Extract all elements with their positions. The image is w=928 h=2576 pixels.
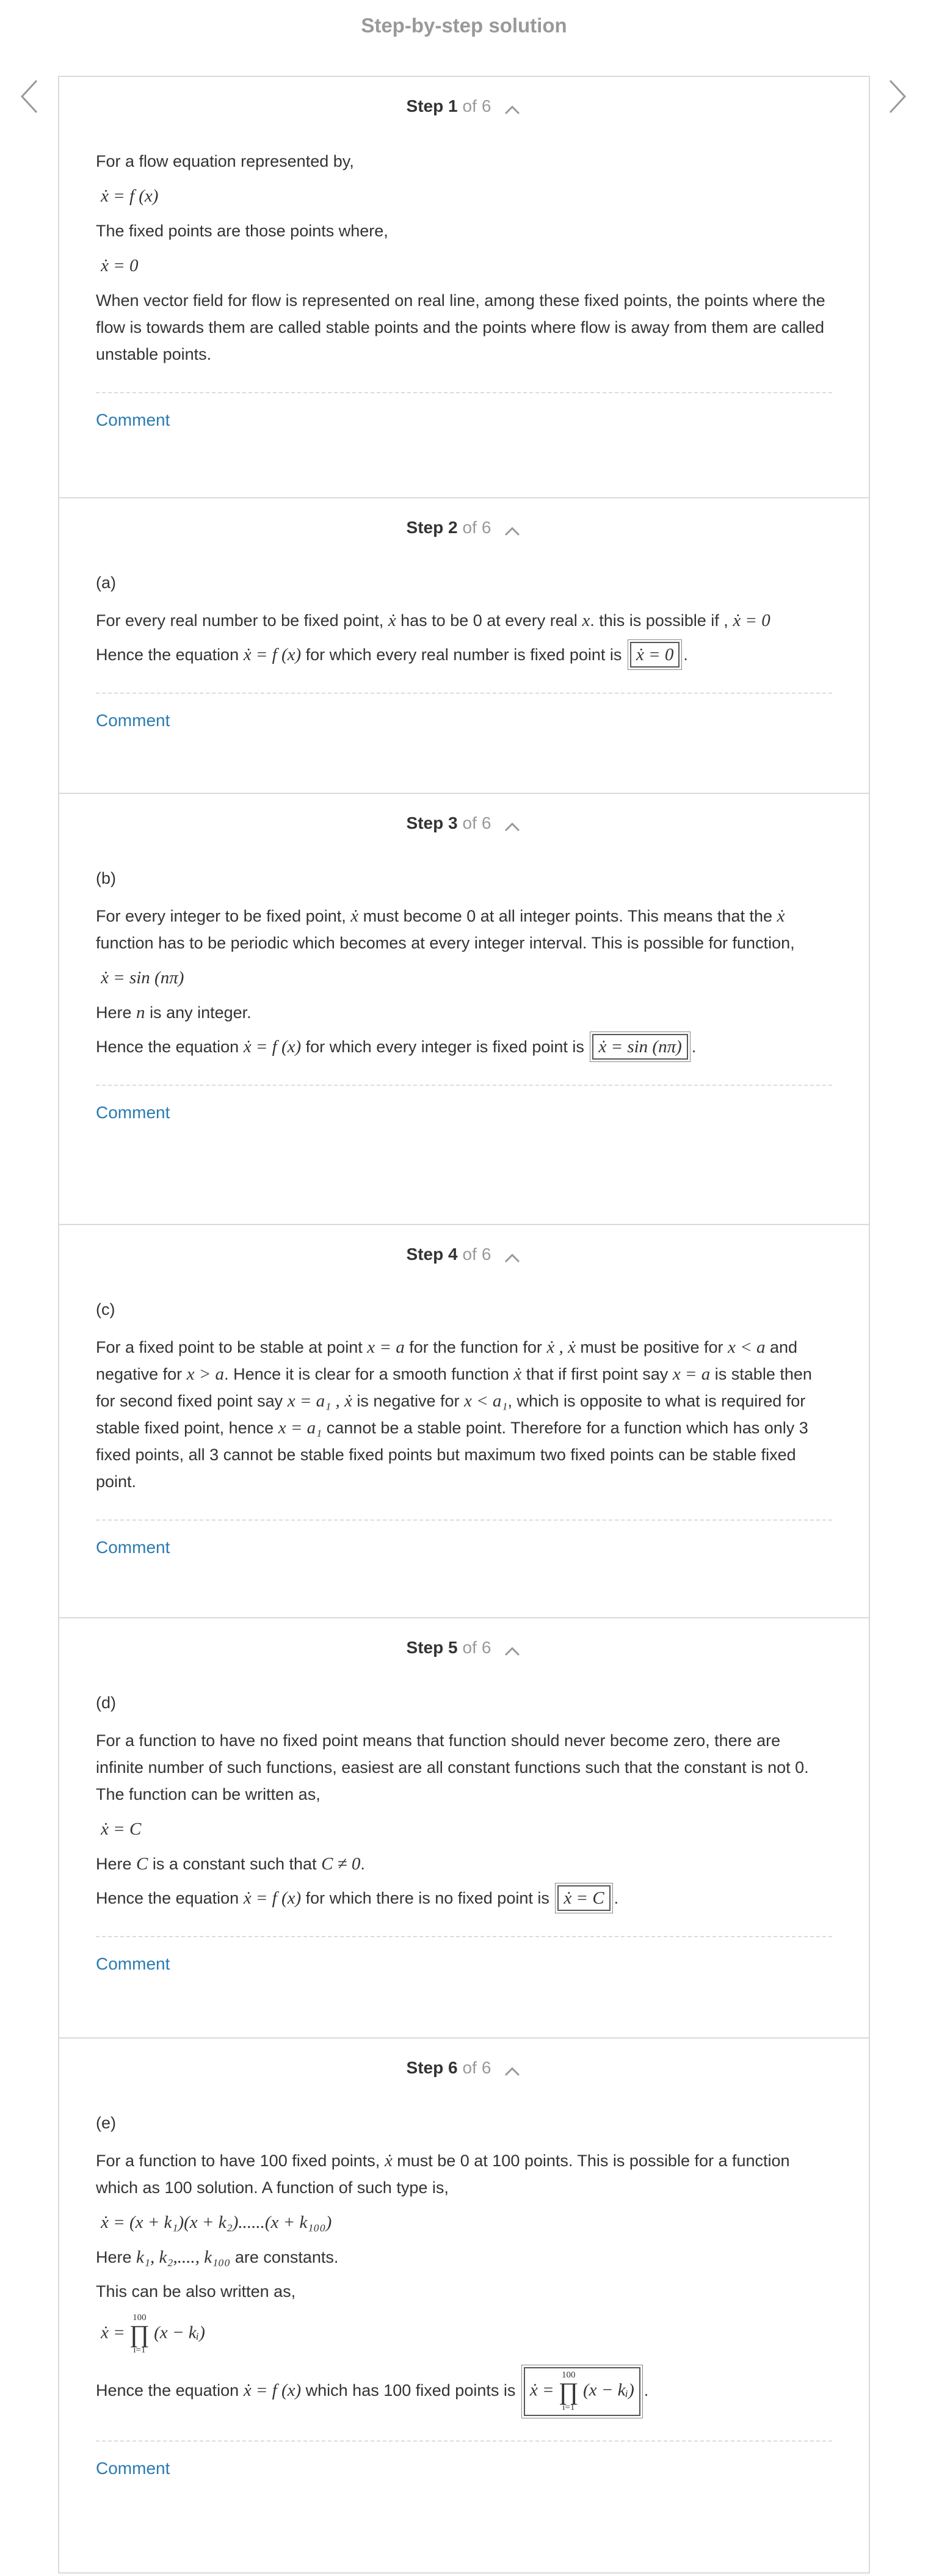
- text: Hence the equation: [96, 646, 239, 664]
- step-text: [96, 1885, 832, 1912]
- equation: ẋ = f (x): [101, 186, 159, 206]
- math: k₁, k₂,...., k₁₀₀: [136, 2247, 231, 2267]
- step-text: [96, 1033, 832, 1060]
- divider: [96, 2440, 832, 2442]
- text: , which is opposite to what is required for stable fixed point, hence: [96, 1392, 806, 1437]
- text: . this is possible if ,: [590, 611, 728, 630]
- boxed-answer: ẋ = 0: [630, 642, 680, 668]
- boxed-answer: ẋ = C: [557, 1885, 610, 1911]
- part-label: (e): [96, 2114, 116, 2132]
- text: is negative for: [357, 1392, 460, 1410]
- divider: [96, 1085, 832, 1086]
- math: ẋ =: [529, 2380, 554, 2400]
- step-label: Step 5: [406, 1638, 458, 1657]
- chevron-left-icon[interactable]: [18, 78, 40, 115]
- text: .: [683, 646, 688, 664]
- math: x = a: [367, 1337, 405, 1357]
- comment-link[interactable]: Comment: [96, 711, 170, 730]
- step-text: The fixed points are those points where,: [96, 222, 388, 240]
- step-label: Step 6: [406, 2058, 458, 2077]
- step-body: [59, 2095, 869, 2480]
- step-label: Step 2: [406, 518, 458, 537]
- chevron-up-icon[interactable]: [503, 1642, 521, 1654]
- product-symbol: [559, 2371, 579, 2412]
- step-total: 6: [481, 1638, 491, 1657]
- text: is a constant such that: [152, 1855, 317, 1873]
- text: function has to be periodic which becomes at every integer interval. This is possible for function,: [96, 934, 795, 952]
- math: ẋ: [350, 906, 359, 926]
- step-text: [96, 903, 832, 956]
- boxed-answer: [524, 2367, 640, 2416]
- step-total: 6: [481, 96, 491, 115]
- text: for which every integer is fixed point is: [305, 1038, 584, 1056]
- step-label: Step 3: [406, 813, 458, 832]
- step-label: Step 1: [406, 96, 458, 115]
- step-body: [59, 133, 869, 431]
- math: x: [582, 611, 590, 630]
- boxed-answer: ẋ = sin (nπ): [592, 1034, 687, 1060]
- step-text: [96, 2244, 832, 2271]
- math: C ≠ 0: [321, 1854, 361, 1874]
- text: .: [691, 1038, 697, 1056]
- text: For every real number to be fixed point,: [96, 611, 384, 630]
- step-text: For a function to have no fixed point means that function should never become zero, there are infinite number of such functions, easiest are all constant functions such that the constant is not 0. The function can be written as,: [96, 1731, 809, 1803]
- chevron-up-icon[interactable]: [503, 100, 521, 112]
- step-label: Step 4: [406, 1245, 458, 1264]
- step-header[interactable]: [59, 1618, 869, 1675]
- step-text: [96, 607, 832, 634]
- equation: ẋ = (x + k₁)(x + k₂)......(x + k₁₀₀): [101, 2213, 332, 2232]
- equation: ẋ = 0: [101, 256, 139, 275]
- product-sign: ∏: [558, 2378, 579, 2405]
- math: ẋ: [777, 906, 785, 926]
- math: x = a: [672, 1364, 711, 1384]
- chevron-right-icon[interactable]: [886, 78, 908, 115]
- product-lower: i=1: [133, 2345, 146, 2355]
- part-label: (c): [96, 1300, 115, 1319]
- math: x < a₁: [463, 1391, 508, 1411]
- text: For every integer to be fixed point,: [96, 907, 346, 925]
- text: has to be 0 at every real: [401, 611, 578, 630]
- math: C: [136, 1854, 148, 1874]
- step-text: This can be also written as,: [96, 2282, 296, 2301]
- step-header[interactable]: [59, 77, 869, 133]
- step-5: [59, 1618, 869, 2039]
- math: ẋ = f (x): [243, 645, 302, 664]
- text: Hence the equation: [96, 1889, 239, 1907]
- step-header[interactable]: [59, 1225, 869, 1281]
- comment-link[interactable]: Comment: [96, 1538, 170, 1557]
- step-header[interactable]: [59, 2039, 869, 2095]
- text: for which there is no fixed point is: [305, 1889, 549, 1907]
- product-upper: 100: [132, 2313, 147, 2323]
- text: For a function to have 100 fixed points,: [96, 2152, 380, 2170]
- math: (x − kᵢ): [154, 2323, 205, 2343]
- text: Here: [96, 1003, 132, 1022]
- step-3: [59, 794, 869, 1225]
- text: is any integer.: [150, 1003, 252, 1022]
- text: for which every real number is fixed point is: [305, 646, 622, 664]
- equation: [101, 2313, 832, 2355]
- product-upper: 100: [562, 2370, 576, 2380]
- product-lower: i=1: [562, 2403, 575, 2412]
- math: ẋ = 0: [733, 611, 770, 630]
- math: ẋ: [388, 611, 396, 630]
- steps-container: [58, 76, 870, 2574]
- math: ẋ = f (x): [243, 2381, 302, 2401]
- step-of: of: [462, 1638, 477, 1657]
- chevron-up-icon[interactable]: [503, 522, 521, 534]
- divider: [96, 693, 832, 694]
- step-1: [59, 77, 869, 498]
- step-total: 6: [481, 518, 491, 537]
- divider: [96, 392, 832, 393]
- step-text: [96, 1334, 832, 1495]
- comment-link[interactable]: Comment: [96, 2459, 170, 2478]
- text: must be positive for: [580, 1338, 723, 1356]
- step-4: [59, 1225, 869, 1618]
- page-title: Step-by-step solution: [361, 14, 567, 37]
- chevron-up-icon[interactable]: [503, 1248, 521, 1261]
- comment-link[interactable]: Comment: [96, 1954, 170, 1973]
- comment-link[interactable]: Comment: [96, 410, 170, 429]
- text: Hence the equation: [96, 2381, 239, 2400]
- math: ẋ =: [101, 2323, 125, 2343]
- math: ẋ , ẋ: [546, 1337, 576, 1357]
- text: Hence the equation: [96, 1038, 239, 1056]
- chevron-up-icon[interactable]: [503, 2062, 521, 2074]
- equation: ẋ = sin (nπ): [101, 968, 184, 988]
- text: Here: [96, 2248, 132, 2266]
- text: are constants.: [234, 2248, 339, 2266]
- text: must be 0 at 100 points. This is possible for a function which as 100 solution. A function of such type is,: [96, 2152, 790, 2197]
- text: for the function for: [409, 1338, 542, 1356]
- math: ẋ: [384, 2151, 393, 2170]
- chevron-up-icon[interactable]: [503, 817, 521, 829]
- text: which has 100 fixed points is: [305, 2381, 516, 2400]
- step-text: [96, 1850, 832, 1877]
- divider: [96, 1519, 832, 1521]
- text: .: [360, 1855, 365, 1873]
- text: . Hence it is clear for a smooth function: [224, 1365, 509, 1383]
- step-text: For a flow equation represented by,: [96, 152, 354, 170]
- step-text: [96, 999, 832, 1026]
- comment-link[interactable]: Comment: [96, 1103, 170, 1122]
- step-of: of: [462, 1245, 477, 1264]
- text: is stable then for second fixed point say: [96, 1365, 812, 1410]
- math: (x − kᵢ): [583, 2380, 634, 2400]
- text: .: [643, 2381, 649, 2400]
- step-total: 6: [481, 2058, 491, 2077]
- math: ẋ = f (x): [243, 1037, 302, 1057]
- step-text: [96, 2147, 832, 2201]
- step-header[interactable]: [59, 794, 869, 850]
- step-body: [59, 850, 869, 1124]
- math: n: [136, 1003, 145, 1022]
- text: .: [614, 1889, 619, 1907]
- step-of: of: [462, 96, 477, 115]
- divider: [96, 1936, 832, 1937]
- math: ẋ: [513, 1364, 522, 1384]
- product-symbol: [129, 2313, 150, 2355]
- step-text: When vector field for flow is represented on real line, among these fixed points, the points where the flow is towards them are called stable points and the points where flow is away from them are called unstable points.: [96, 291, 825, 363]
- step-6: [59, 2039, 869, 2574]
- step-of: of: [462, 518, 477, 537]
- text: that if first point say: [526, 1365, 669, 1383]
- part-label: (b): [96, 869, 116, 887]
- step-text: [96, 2367, 832, 2416]
- equation: ẋ = C: [101, 1819, 142, 1839]
- text: Here: [96, 1855, 132, 1873]
- step-text: [96, 641, 832, 668]
- step-body: [59, 1281, 869, 1559]
- math: x > a: [186, 1364, 225, 1384]
- step-of: of: [462, 2058, 477, 2077]
- step-body: [59, 1675, 869, 1975]
- step-of: of: [462, 813, 477, 832]
- step-2: [59, 498, 869, 794]
- step-total: 6: [481, 813, 491, 832]
- text: must become 0 at all integer points. This means that the: [363, 907, 772, 925]
- part-label: (d): [96, 1694, 116, 1712]
- text: For a fixed point to be stable at point: [96, 1338, 363, 1356]
- math: x = a₁: [278, 1418, 322, 1438]
- math: x = a₁ , ẋ: [287, 1391, 352, 1411]
- text: cannot be a stable point. Therefore for a function which has only 3 fixed points, all 3 cannot be stable fixed points but maximum two fixed points can be stable fixed point.: [96, 1419, 808, 1491]
- math: x < a: [728, 1337, 766, 1357]
- text: and negative for: [96, 1338, 798, 1383]
- product-sign: ∏: [129, 2320, 150, 2348]
- step-body: [59, 555, 869, 732]
- part-label: (a): [96, 573, 116, 592]
- math: ẋ = f (x): [243, 1888, 302, 1908]
- step-header[interactable]: [59, 498, 869, 555]
- step-total: 6: [481, 1245, 491, 1264]
